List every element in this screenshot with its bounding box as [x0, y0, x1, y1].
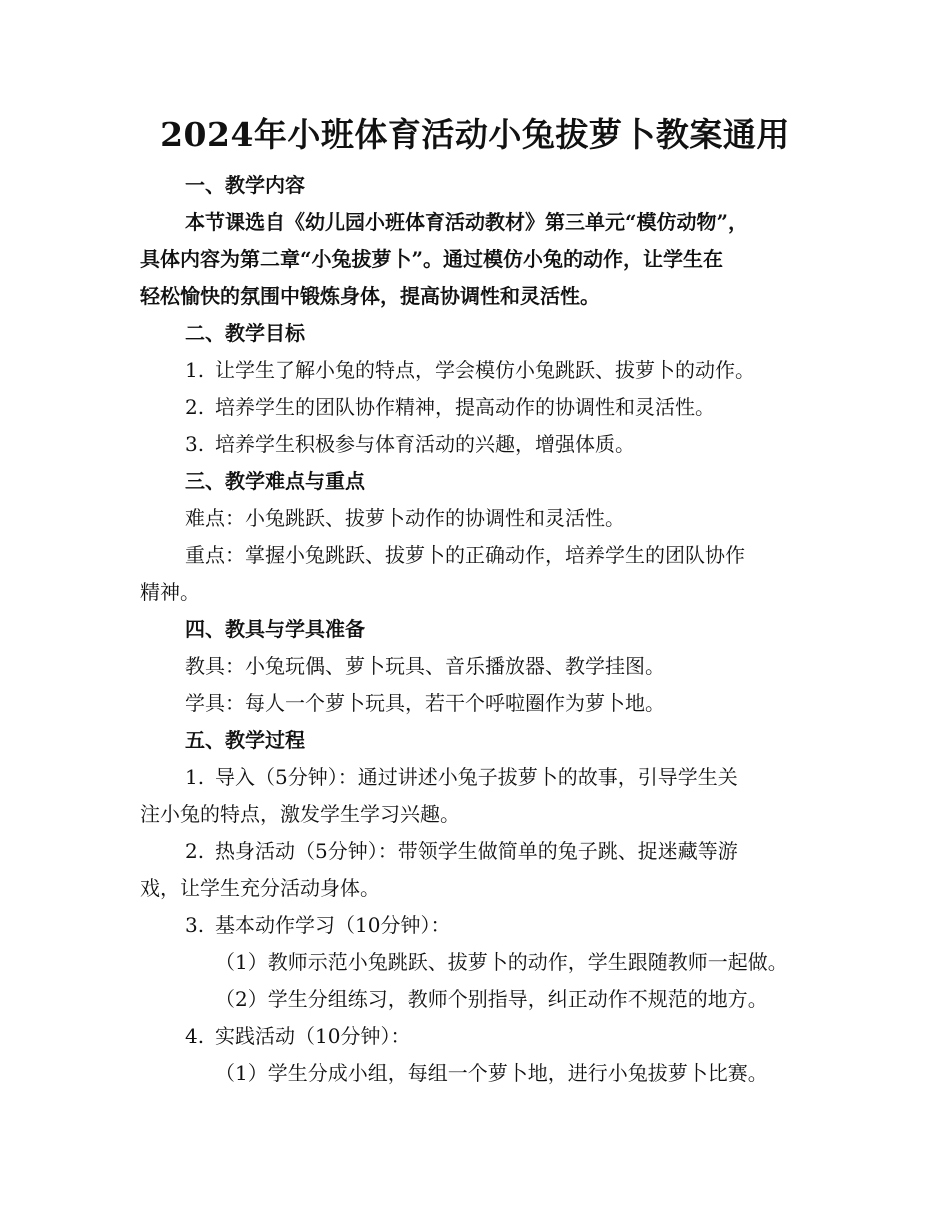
objective-number: 1. [185, 358, 205, 382]
process-step-3-sub-1: （1）教师示范小兔跳跃、拔萝卜的动作，学生跟随教师一起做。 [215, 950, 788, 974]
section-heading-difficulties: 三、教学难点与重点 [185, 469, 365, 493]
step-number: 2. [185, 839, 205, 863]
section-heading-process: 五、教学过程 [185, 728, 305, 752]
process-step-1-line-2: 注小兔的特点，激发学生学习兴趣。 [140, 802, 460, 826]
process-step-2-line-1 [185, 836, 738, 866]
teacher-tools-line: 教具：小兔玩偶、萝卜玩具、音乐播放器、教学挂图。 [185, 654, 665, 678]
content-paragraph-line-2: 具体内容为第二章“小兔拔萝卜”。通过模仿小兔的动作，让学生在 [140, 247, 724, 271]
section-heading-materials: 四、教具与学具准备 [185, 617, 365, 641]
objective-text: 让学生了解小兔的特点，学会模仿小兔跳跃、拔萝卜的动作。 [215, 358, 755, 382]
key-point-line-1: 重点：掌握小兔跳跃、拔萝卜的正确动作，培养学生的团队协作 [185, 543, 745, 567]
student-tools-line: 学具：每人一个萝卜玩具，若干个呼啦圈作为萝卜地。 [185, 691, 665, 715]
section-heading-content: 一、教学内容 [185, 173, 305, 197]
key-point-line-2: 精神。 [140, 580, 200, 604]
step-text: 导入（5分钟）：通过讲述小兔子拔萝卜的故事，引导学生关 [215, 765, 738, 789]
process-step-3-line-1 [185, 910, 450, 940]
step-number: 3. [185, 913, 205, 937]
process-step-2-line-2: 戏，让学生充分活动身体。 [140, 876, 380, 900]
objective-item-1 [185, 355, 755, 385]
document-title: 2024年小班体育活动小兔拔萝卜教案通用 [160, 115, 790, 154]
difficulty-line: 难点：小兔跳跃、拔萝卜动作的协调性和灵活性。 [185, 506, 625, 530]
process-step-1-line-1 [185, 762, 738, 792]
step-number: 4. [185, 1024, 205, 1048]
step-number: 1. [185, 765, 205, 789]
objective-item-2 [185, 392, 715, 422]
content-paragraph-line-1: 本节课选自《幼儿园小班体育活动教材》第三单元“模仿动物”， [185, 210, 749, 234]
step-text: 热身活动（5分钟）：带领学生做简单的兔子跳、捉迷藏等游 [215, 839, 738, 863]
objective-text: 培养学生的团队协作精神，提高动作的协调性和灵活性。 [215, 395, 715, 419]
content-paragraph-line-3: 轻松愉快的氛围中锻炼身体，提高协调性和灵活性。 [140, 284, 600, 308]
objective-number: 2. [185, 395, 205, 419]
process-step-4-line-1 [185, 1021, 410, 1051]
objective-number: 3. [185, 432, 205, 456]
objective-item-3 [185, 429, 635, 459]
step-text: 基本动作学习（10分钟）： [215, 913, 451, 937]
step-text: 实践活动（10分钟）： [215, 1024, 411, 1048]
process-step-3-sub-2: （2）学生分组练习，教师个别指导，纠正动作不规范的地方。 [215, 987, 768, 1011]
section-heading-objectives: 二、教学目标 [185, 321, 305, 345]
objective-text: 培养学生积极参与体育活动的兴趣，增强体质。 [215, 432, 635, 456]
process-step-4-sub-1: （1）学生分成小组，每组一个萝卜地，进行小兔拔萝卜比赛。 [215, 1061, 768, 1085]
